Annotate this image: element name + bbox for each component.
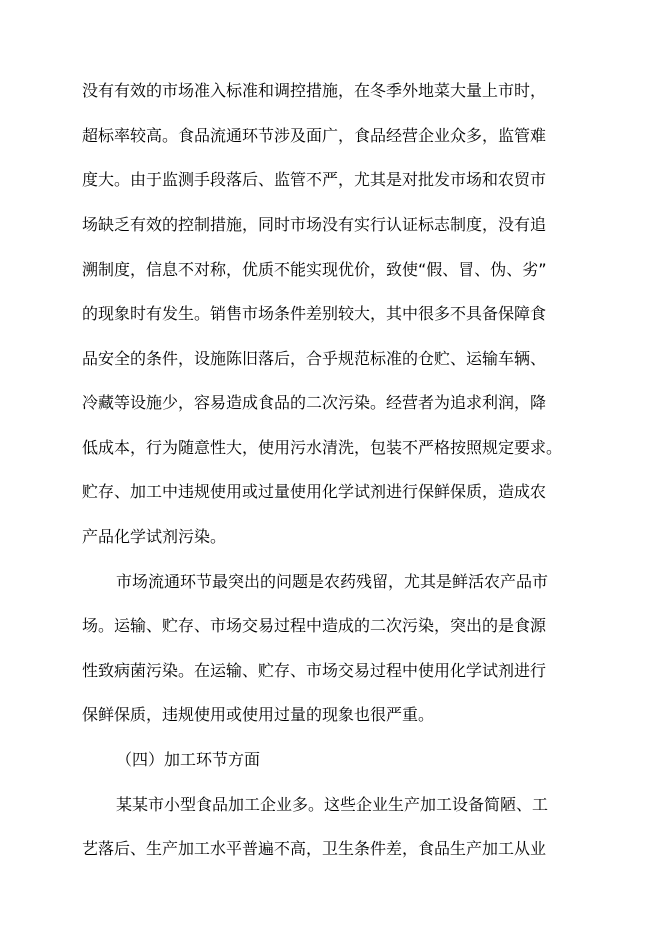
text-line-5: 溯制度，信息不对称，优质不能实现优价，致使“假、冒、伪、劣” — [82, 260, 547, 279]
text-line-3: 度大。由于监测手段落后、监管不严，尤其是对批发市场和农贸市 — [82, 170, 547, 189]
text-line-17: 某某市小型食品加工企业多。这些企业生产加工设备简陋、工 — [116, 795, 549, 814]
text-line-8: 冷藏等设施少，容易造成食品的二次污染。经营者为追求利润，降 — [82, 393, 547, 412]
section-heading: （四）加工环节方面 — [116, 750, 261, 769]
text-line-9: 低成本，行为随意性大，使用污水清洗，包装不严格按照规定要求。 — [82, 438, 563, 457]
text-line-2: 超标率较高。食品流通环节涉及面广，食品经营企业众多，监管难 — [82, 126, 547, 145]
text-line-10: 贮存、加工中违规使用或过量使用化学试剂进行保鲜保质，造成农 — [82, 482, 547, 501]
text-line-13: 场。运输、贮存、市场交易过程中造成的二次污染，突出的是食源 — [82, 616, 547, 635]
text-line-18: 艺落后、生产加工水平普遍不高，卫生条件差，食品生产加工从业 — [82, 839, 547, 858]
text-line-1: 没有有效的市场准入标准和调控措施，在冬季外地菜大量上市时， — [82, 81, 547, 100]
text-line-14: 性致病菌污染。在运输、贮存、市场交易过程中使用化学试剂进行 — [82, 661, 547, 680]
text-line-11: 产品化学试剂污染。 — [82, 527, 227, 546]
text-line-6: 的现象时有发生。销售市场条件差别较大，其中很多不具备保障食 — [82, 304, 547, 323]
text-line-12: 市场流通环节最突出的问题是农药残留，尤其是鲜活农产品市 — [116, 572, 549, 591]
text-line-7: 品安全的条件，设施陈旧落后，合乎规范标准的仓贮、运输车辆、 — [82, 349, 547, 368]
text-line-15: 保鲜保质，违规使用或使用过量的现象也很严重。 — [82, 705, 435, 724]
text-line-4: 场缺乏有效的控制措施，同时市场没有实行认证标志制度，没有追 — [82, 215, 547, 234]
